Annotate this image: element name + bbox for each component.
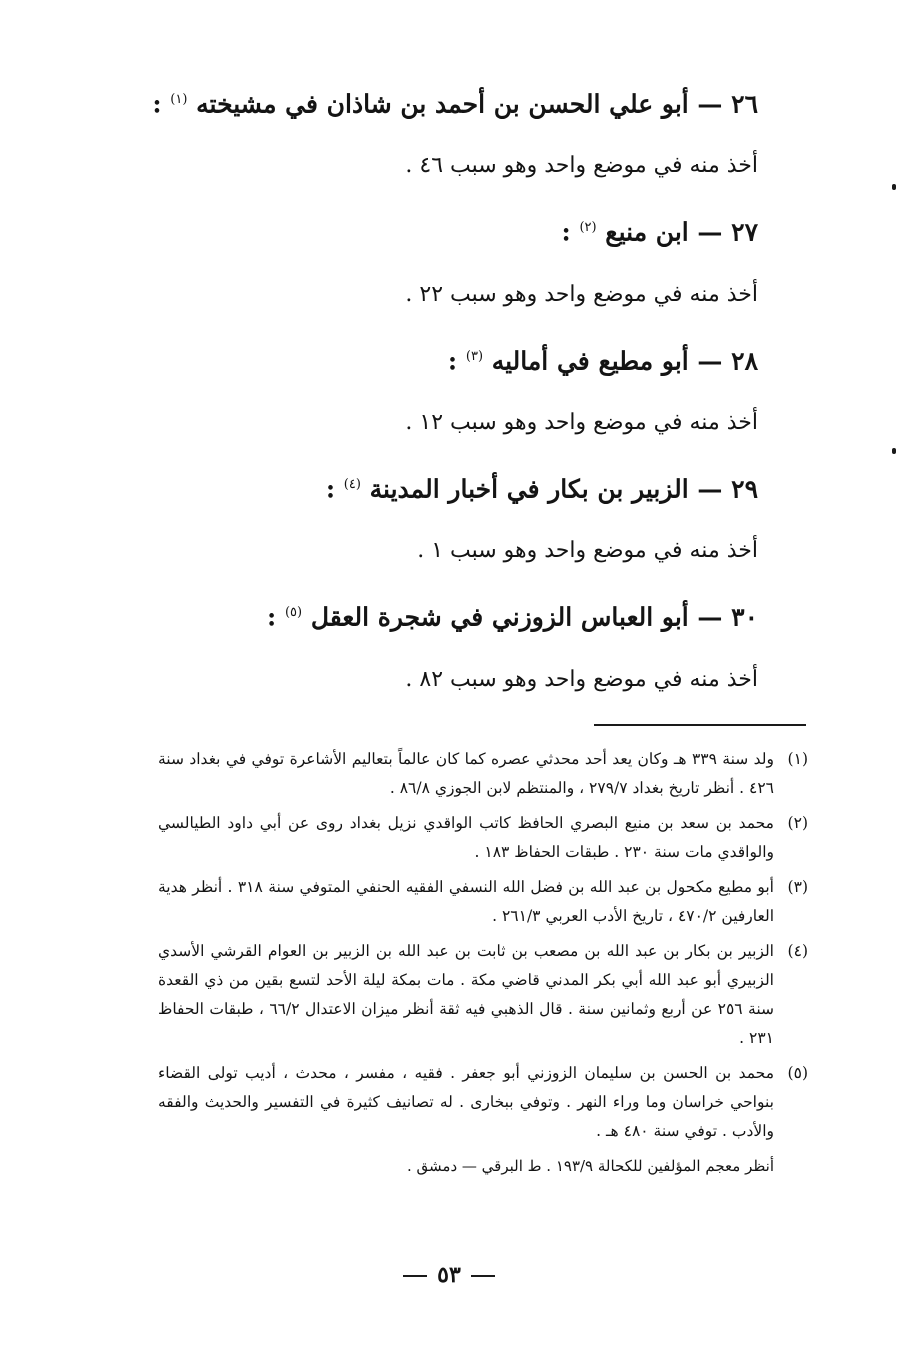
entry xyxy=(138,80,758,186)
footnote-ref[interactable]: (٤) xyxy=(343,476,361,492)
entry-heading-colon: : xyxy=(447,345,458,375)
footnote-number: (٥) xyxy=(787,1064,808,1082)
entry-heading-text: ٢٩ — الزبير بن بكار في أخبار المدينة xyxy=(369,474,758,504)
entry xyxy=(138,337,758,443)
footnote-source: أنظر معجم المؤلفين للكحالة ١٩٣/٩ . ط البرقي — دمشق . xyxy=(406,1157,774,1175)
footnote-text: أبو مطيع مكحول بن عبد الله بن فضل الله النسفي الفقيه الحنفي المتوفي سنة ٣١٨ . أنظر هدية العارفين ٤٧٠/٢ ، تاريخ الأدب العربي ٢٦١/٣ . xyxy=(158,878,774,925)
dash-left xyxy=(471,1275,495,1277)
entry-heading xyxy=(138,208,758,252)
entry-heading xyxy=(138,465,758,509)
entry-heading-colon: : xyxy=(561,217,571,247)
footnote-text: محمد بن الحسن بن سليمان الزوزني أبو جعفر . فقيه ، مفسر ، محدث ، أديب تولى القضاء بنواحي خراسان وما وراء النهر . وتوفي ببخارى . له تصانيف كثيرة في التفسير والحديث والفقه والأدب . توفي سنة ٤٨٠ هـ . xyxy=(158,1064,774,1140)
page-number xyxy=(0,1262,898,1288)
footnote-text: الزبير بن بكار بن عبد الله بن مصعب بن ثابت بن عبد الله بن الزبير بن العوام القرشي الأسدي الزبيري أبو عبد الله أبي بكر المدني قاضي مكة . مات بمكة ليلة الأحد لتسع بقين من ذي القعدة سنة ٢٥٦ عن أربع وثمانين سنة . قال الذهبي فيه ثقة أنظر ميزان الاعتدال ٦٦/٢ ، طبقات الحفاظ ٢٣١ . xyxy=(158,942,774,1047)
footnote xyxy=(158,1059,808,1146)
entry-body: أخذ منه في موضع واحد وهو سبب ١٢ . xyxy=(405,409,758,435)
entry-heading-colon: : xyxy=(267,602,277,632)
footnote xyxy=(158,873,808,931)
footnote-separator xyxy=(594,724,806,726)
entry-heading-text: ٣٠ — أبو العباس الزوزني في شجرة العقل xyxy=(310,602,758,632)
footnote-ref[interactable]: (٢) xyxy=(579,220,597,236)
margin-mark xyxy=(892,184,896,190)
footnote-number: (٣) xyxy=(787,878,808,896)
dash-right xyxy=(403,1275,427,1277)
entry-heading xyxy=(138,80,758,124)
entry-heading-text: ٢٨ — أبو مطيع في أماليه xyxy=(491,345,758,375)
entry-body: أخذ منه في موضع واحد وهو سبب ٢٢ . xyxy=(405,281,758,307)
footnote-number: (١) xyxy=(787,750,808,768)
footnote-text: ولد سنة ٣٣٩ هـ وكان يعد أحد محدثي عصره كما كان عالماً بتعاليم الأشاعرة توفي في بغداد سنة ٤٢٦ . أنظر تاريخ بغداد ٢٧٩/٧ ، والمنتظم لابن الجوزي ٨٦/٨ . xyxy=(158,750,774,797)
entry-heading-text: ٢٧ — ابن منيع xyxy=(605,217,758,247)
entry-heading-colon: : xyxy=(152,89,162,119)
footnote-ref[interactable]: (٣) xyxy=(465,348,484,364)
entry xyxy=(138,208,758,314)
entry-heading-colon: : xyxy=(325,474,336,504)
footnote xyxy=(158,745,808,803)
entry-body: أخذ منه في موضع واحد وهو سبب ٨٢ . xyxy=(405,666,758,692)
entry-heading xyxy=(138,593,758,637)
entry-heading-text: ٢٦ — أبو علي الحسن بن أحمد بن شاذان في مشيخته xyxy=(196,89,758,119)
entries-list xyxy=(138,80,758,722)
footnote-ref[interactable]: (٥) xyxy=(284,605,303,621)
footnote-number: (٢) xyxy=(787,814,808,832)
footnote-number: (٤) xyxy=(787,942,808,960)
footnote xyxy=(158,937,808,1053)
page-number-text: ٥٣ xyxy=(437,1262,461,1288)
entry-heading xyxy=(138,337,758,381)
entry-body: أخذ منه في موضع واحد وهو سبب ١ . xyxy=(417,538,758,564)
footnote xyxy=(158,809,808,867)
footnotes xyxy=(158,745,808,1181)
entry xyxy=(138,593,758,699)
margin-mark xyxy=(892,448,896,454)
entry-body: أخذ منه في موضع واحد وهو سبب ٤٦ . xyxy=(405,153,758,179)
footnote-text: محمد بن سعد بن منيع البصري الحافظ كاتب الواقدي نزيل بغداد روى عن أبي داود الطيالسي والواقدي مات سنة ٢٣٠ . طبقات الحفاظ ١٨٣ . xyxy=(158,814,774,861)
footnote-ref[interactable]: (١) xyxy=(170,92,188,107)
entry xyxy=(138,465,758,571)
